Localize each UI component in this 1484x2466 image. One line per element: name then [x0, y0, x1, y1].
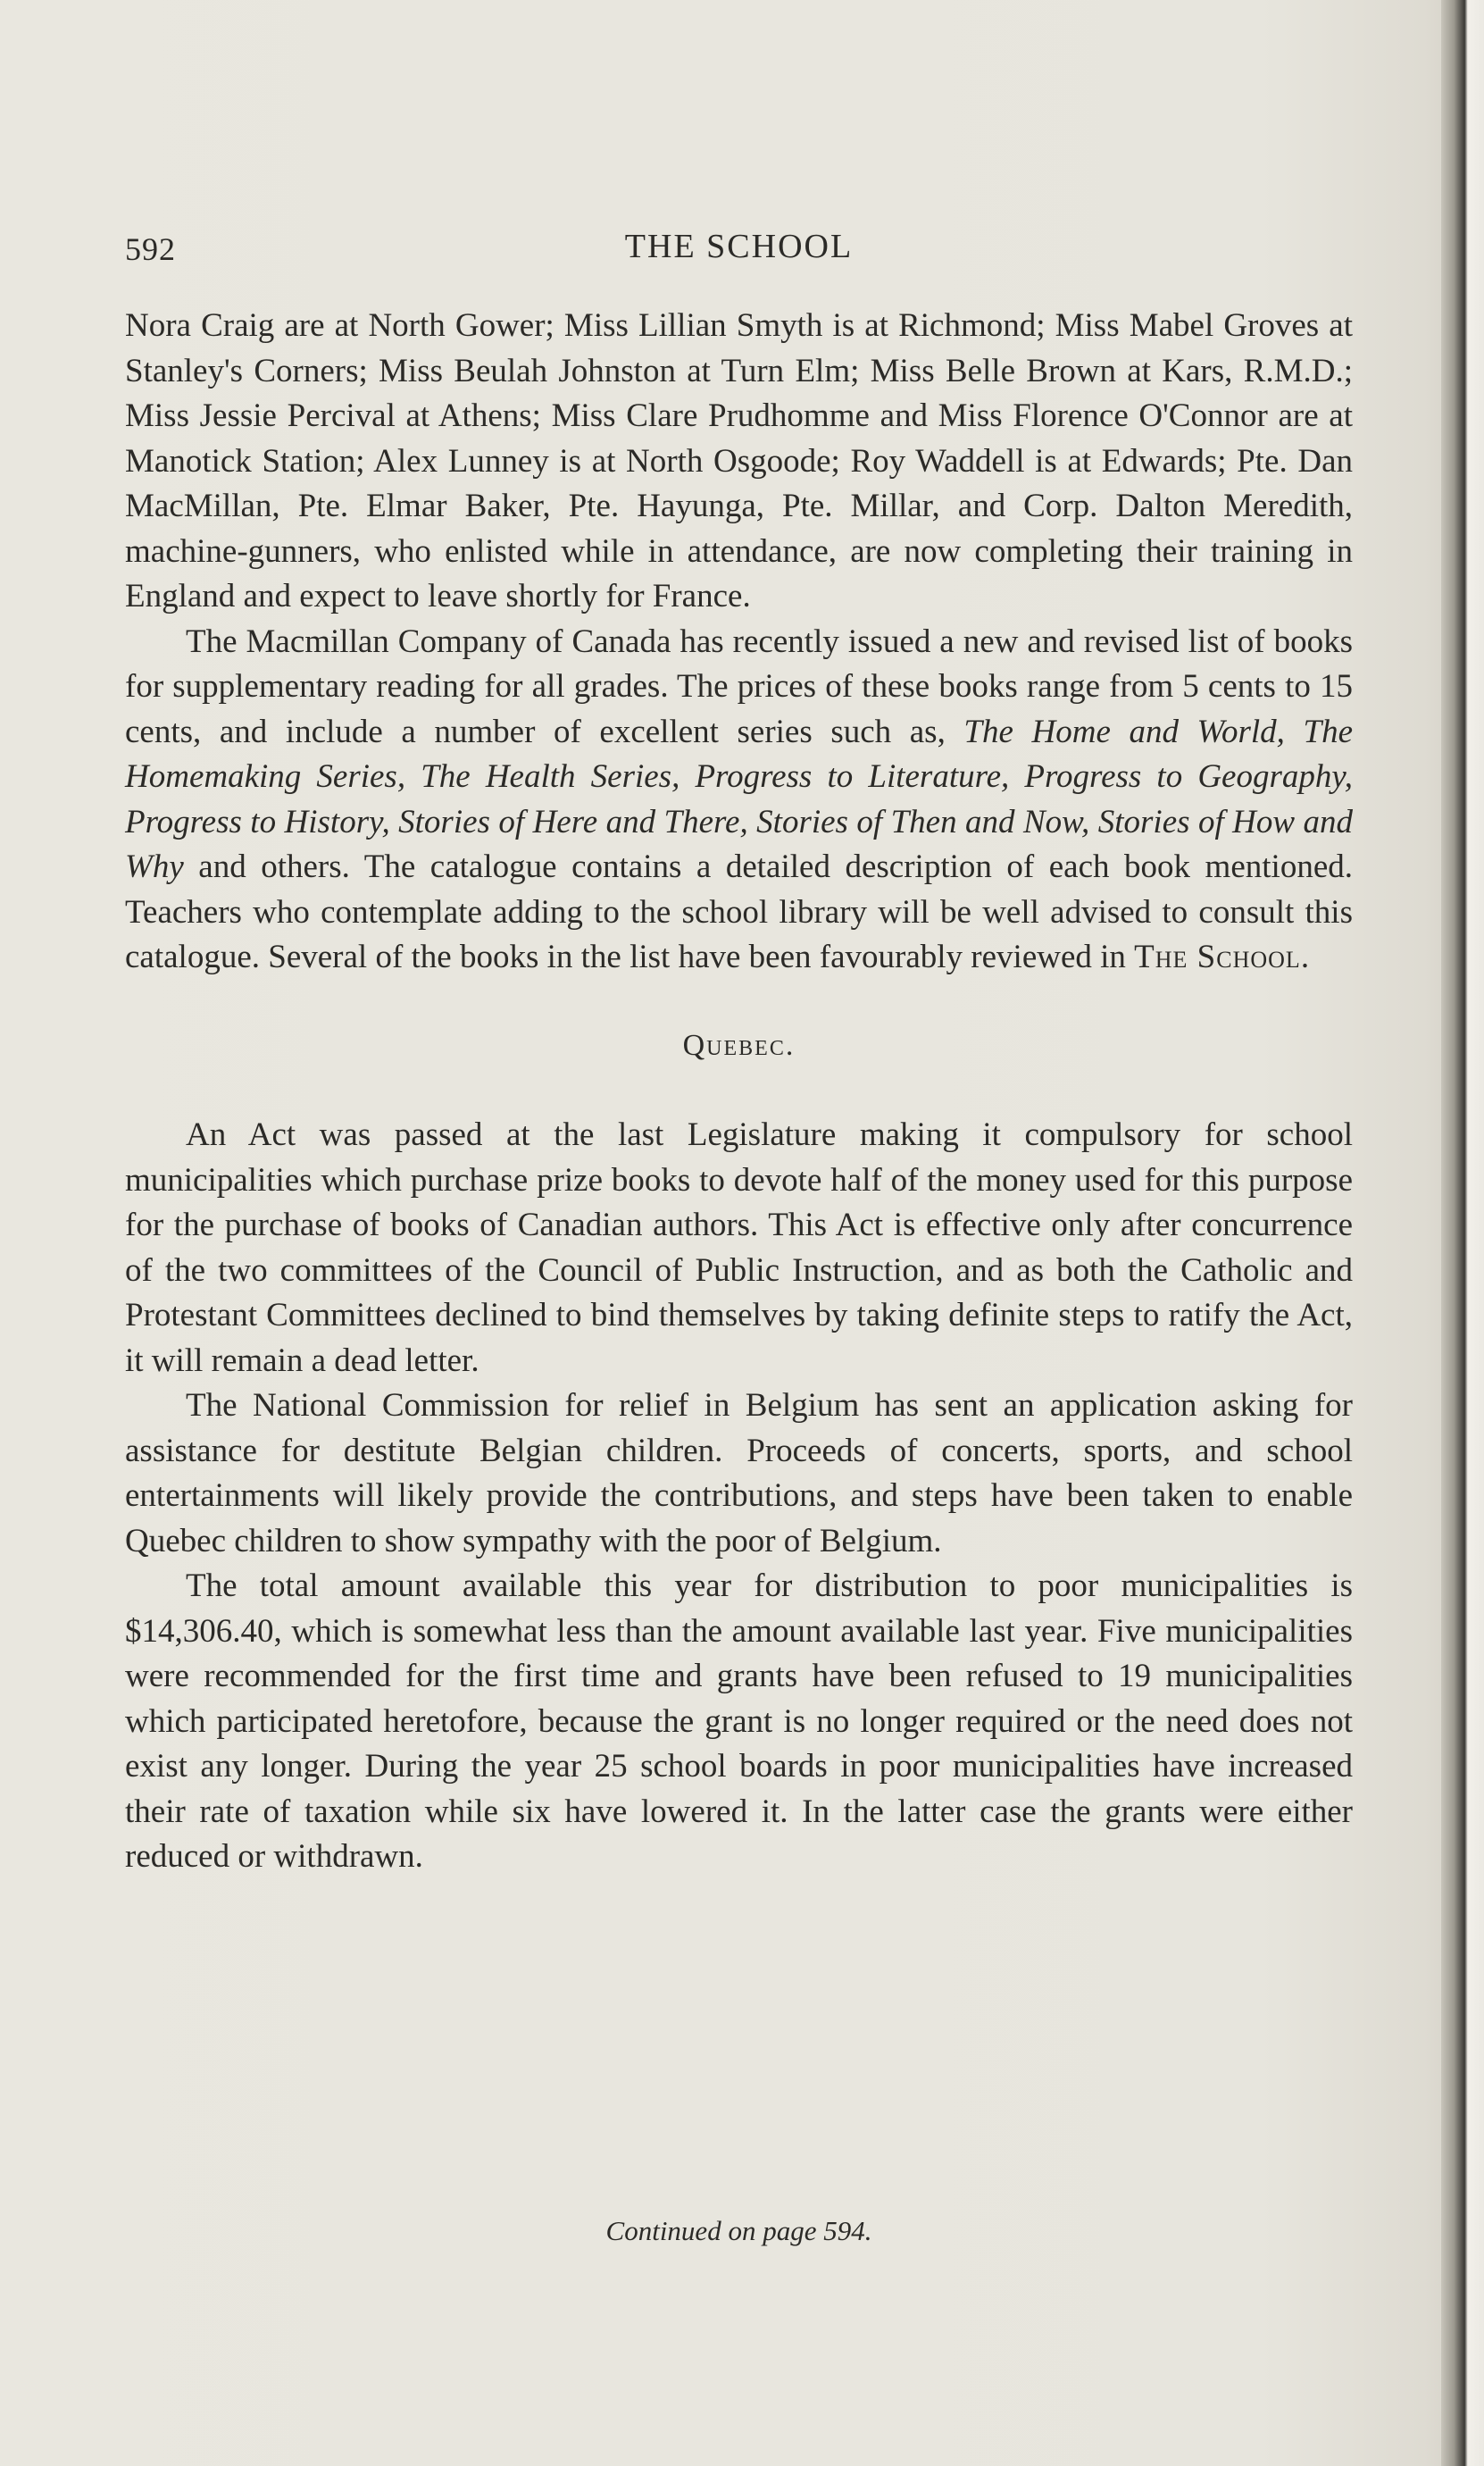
- running-head: THE SCHOOL: [624, 228, 854, 265]
- section-heading-quebec: Quebec.: [682, 1028, 796, 1062]
- series-titles: The Home and World, The Homemaking Series, The Health Series, Progress to Literature, Progress to Geography, Progress to History, Stories of Here and There, Stories of Then and Now, Stories of How and Why: [125, 713, 1353, 885]
- paragraph-school-placements: Nora Craig are at North Gower; Miss Lillian Smyth is at Richmond; Miss Mabel Groves at Stanley's Corners; Miss Beulah Johnston at Turn Elm; Miss Belle Brown at Kars, R.M.D.; Miss Jessie Percival at Athens; Miss Clare Prudhomme and Miss Florence O'Connor are at Manotick Station; Alex Lunney is at North Osgoode; Roy Waddell is at Edwards; Pte. Dan MacMillan, Pte. Elmar Baker, Pte. Hayunga, Pte. Millar, and Corp. Dalton Meredith, machine-gunners, who enlisted while in attendance, are now completing their training in England and expect to leave shortly for France.: [125, 307, 1353, 614]
- article-body: [125, 304, 1353, 1880]
- paragraph-text: and others. The catalogue contains a detailed description of each book mentioned. Teachers who contemplate adding to the school library will be well advised to consult this catalogue. Several of the books in the list have been favourably reviewed in: [125, 848, 1353, 975]
- paragraph-canadian-authors-act: An Act was passed at the last Legislature making it compulsory for school municipalities which purchase prize books to devote half of the money used for this purpose for the purchase of books of Canadian authors. This Act is effective only after concurrence of the two committees of the Council of Public Instruction, and as both the Catholic and Protestant Committees declined to bind themselves by taking definite steps to ratify the Act, it will remain a dead letter.: [125, 1116, 1353, 1379]
- page-header: [125, 230, 1353, 275]
- journal-name: The School: [1134, 939, 1301, 975]
- paragraph-text: .: [1300, 939, 1310, 975]
- continued-note: Continued on page 594.: [605, 2215, 872, 2246]
- paragraph-poor-municipalities: The total amount available this year for distribution to poor municipalities is $14,306.40, which is somewhat less than the amount available last year. Five municipalities were recommended for the first time and grants have been refused to 19 municipalities which participated heretofore, because the grant is no longer required or the need does not exist any longer. During the year 25 school boards in poor municipalities have increased their rate of taxation while six have lowered it. In the latter case the grants were either reduced or withdrawn.: [125, 1567, 1353, 1875]
- paragraph-text: The Macmillan Company of Canada has recently issued a new and revised list of books for supplementary reading for all grades. The prices of these books range from 5 cents to 15 cents, and include a number of excellent series such as,: [125, 623, 1353, 750]
- paragraph-belgium-relief: The National Commission for relief in Belgium has sent an application asking for assistance for destitute Belgian children. Proceeds of concerts, sports, and school entertainments will likely provide the contributions, and steps have been taken to enable Quebec children to show sympathy with the poor of Belgium.: [125, 1387, 1353, 1559]
- paragraph-macmillan-books: [125, 620, 1353, 981]
- page-number: 592: [125, 231, 176, 267]
- book-spine-gutter: [1441, 0, 1484, 2466]
